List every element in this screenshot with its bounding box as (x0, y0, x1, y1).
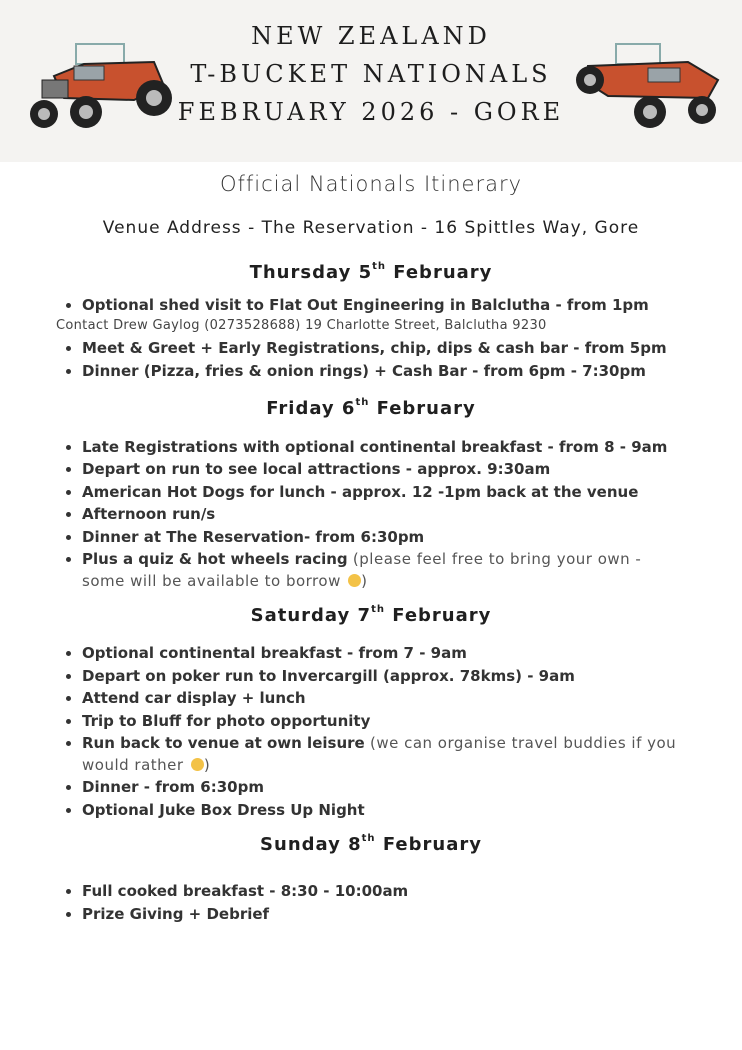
day-heading-sunday: Sunday 8th February (260, 833, 482, 855)
header-title-line-1: NEW ZEALAND (251, 22, 491, 50)
list-item-continuation: would rather ) (82, 756, 211, 774)
itinerary-subtitle: Official Nationals Itinerary (219, 172, 523, 196)
list-item-continuation: some will be available to borrow ) (82, 572, 368, 590)
header-banner (0, 0, 742, 162)
day-heading-thursday: Thursday 5th February (249, 261, 493, 283)
day-heading-friday: Friday 6th February (266, 397, 476, 419)
smiling-face-emoji-icon (191, 758, 204, 771)
winking-face-emoji-icon (348, 574, 361, 587)
header-title-line-3: FEBRUARY 2026 - GORE (177, 98, 565, 126)
contact-details: Contact Drew Gaylog (0273528688) 19 Charlotte Street, Balclutha 9230 (56, 318, 547, 333)
venue-address: Venue Address - The Reservation - 16 Spittles Way, Gore (102, 218, 640, 238)
day-heading-saturday: Saturday 7th February (250, 604, 492, 626)
header-title-line-2: T-BUCKET NATIONALS (190, 60, 552, 88)
